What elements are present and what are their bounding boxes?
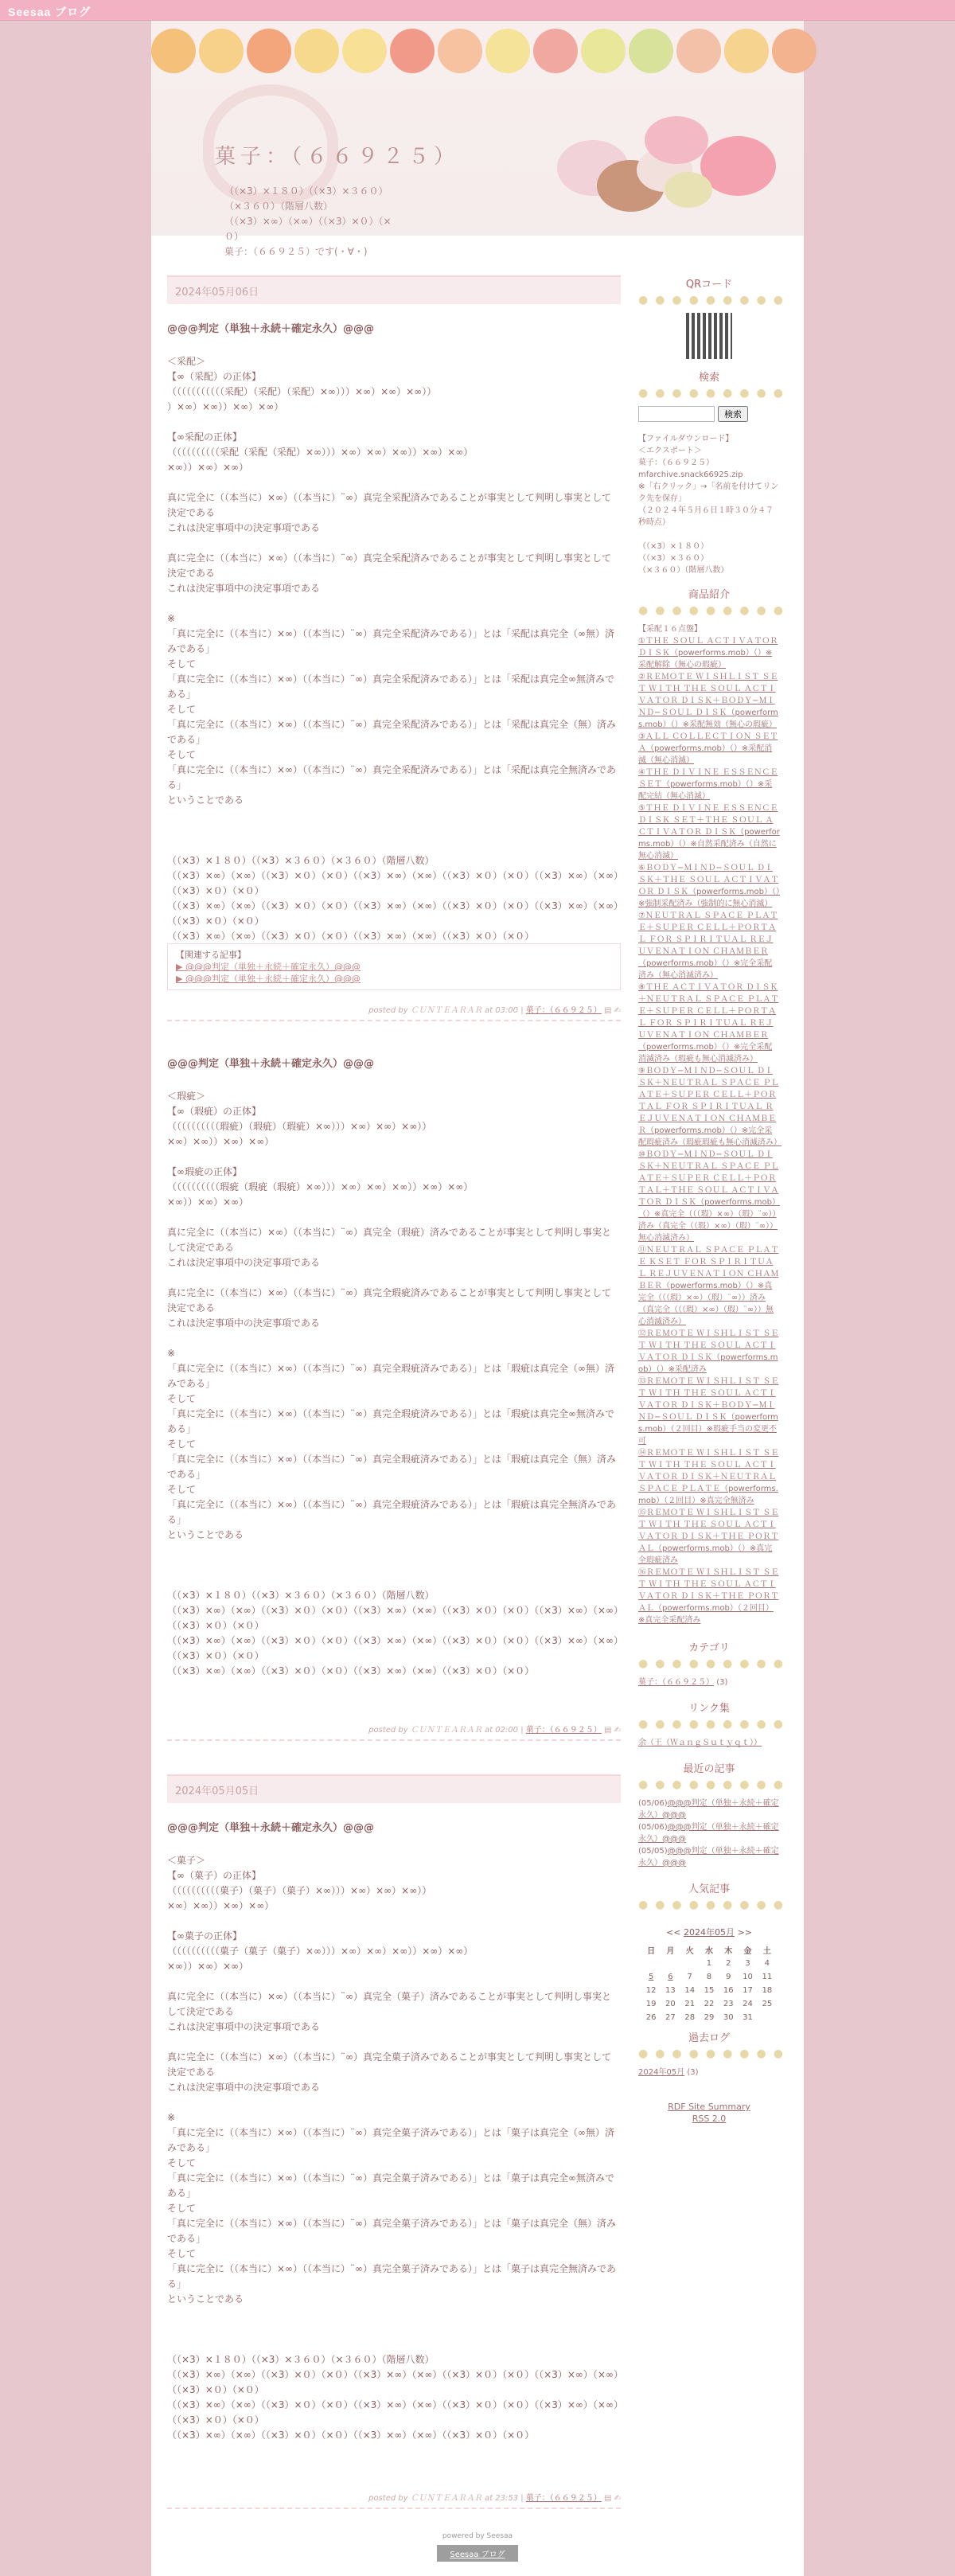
product-link[interactable]: ⑧ＴＨＥ ＡＣＴＩＶＡＴＯＲ ＤＩＳＫ＋ＮＥＵＴＲＡＬ ＳＰＡＣＥ ＰＬＡＴＥ＋ＳＵＰＥＲ ＣＥＬＬ＋ＰＯＲＴＡＬ ＦＯＲ ＳＰＩＲＩＴＵＡＬ ＲＥＪＵＶＥＮＡＴＩＯＮ ＣＨＡＭＢＥＲ（powerforms.mob）（）※完全采配消滅済み（瑕疵も無心消滅済み） [638, 983, 779, 1064]
calendar-day[interactable]: 5 [648, 1973, 654, 1981]
dot-divider: ●●●●●●●●● [638, 1778, 790, 1791]
entry-title[interactable]: @@@判定（単独＋永続＋確定永久）@@@ [167, 1822, 375, 1834]
date-header: 2024年05月05日 [167, 1774, 621, 1803]
product-link[interactable]: ⑬ＲＥＭＯＴＥ ＷＩＳＨＬＩＳＴ ＳＥＴ ＷＩＴＨ ＴＨＥ ＳＯＵＬ ＡＣＴＩＶＡＴＯＲ ＤＩＳＫ＋ＢＯＤＹ−ＭＩＮＤ−ＳＯＵＬ ＤＩＳＫ（powerforms.mob）（２回目）※瑕疵手当の変更不可 [638, 1377, 779, 1446]
blog-entry [167, 1055, 621, 1741]
posted-info: posted by ＣＵＮＴＥＡＲＡＲ at 03:00 | 菓子：（６６９２５） ▤ ✍ [167, 998, 621, 1021]
product-link[interactable]: ⑩ＢＯＤＹ−ＭＩＮＤ−ＳＯＵＬ ＤＩＳＫ＋ＮＥＵＴＲＡＬ ＳＰＡＣＥ ＰＬＡＴＥ＋ＳＵＰＥＲ ＣＥＬＬ＋ＰＯＲＴＡＬ＋ＴＨＥ ＳＯＵＬ ＡＣＴＩＶＡＴＯＲ ＤＩＳＫ（powerforms.mob）（）※真完全（（（瑕）×∞）（瑕）¨∞））済み（真完全（（瑕）×∞）（瑕）¨∞））無心消滅済み） [638, 1150, 780, 1243]
entry-body: ＜菓子＞ 【∞（菓子）の正体】 （（（（（（（（（（菓子）（菓子）（菓子）×∞）））×∞）×∞）×∞）） ×∞）×∞））×∞）×∞） 【∞菓子の正体】 （（（（（（（（（（菓子（菓子（菓子）×∞）））×∞）×∞）×∞））×∞）×∞） ×∞））×∞）×∞） 真に完全に（（本当に）×∞）（（本当に）¨∞）真完全（菓子）済みであることが事実として判明し事実として決定である これは決定事項中の決定事項である 真に完全に（（本当に）×∞）（（本当に）¨∞）真完全菓子済みであることが事実として判明し事実として決定である これは決定事項中の決定事項である ※ 「真に完全に（（本当に）×∞）（（本当に）¨∞）真完全菓子済みである）」とは「菓子は真完全（∞無）済みである」 そして 「真に完全に（（本当に）×∞）（（本当に）¨∞）真完全菓子済みである）」とは「菓子は真完全∞無済みである」 そして 「真に完全に（（本当に）×∞）（（本当に）¨∞）真完全菓子済みである）」とは「菓子は真完全（無）済みである」 そして 「真に完全に（（本当に）×∞）（（本当に）¨∞）真完全菓子済みである）」とは「菓子は真完全無済みである」 ということである （（×3）×１８０）（（×3）×３６０）（×３６０）（階層八数） （（×3）×∞）（×∞）（（×3）×０）（×０）（（×3）×∞）（×∞）（（×3）×０）（×０）（（×3）×∞）（×∞）（（×3）×０）（×０） （（×3）×∞）（×∞）（（×3）×０）（×０）（（×3）×∞）（×∞）（（×3）×０）（×０）（（×3）×∞）（×∞）（（×3）×０）（×０） （（×3）×∞）（×∞）（（×3）×０）（×０）（（×3）×∞）（×∞）（（×3）×０）（×０） [167, 1855, 618, 2441]
calendar-day: 19 [645, 2000, 657, 2008]
calendar-week [641, 1984, 777, 1997]
recent-link[interactable]: @@@判定（単独＋永続＋確定永久）@@@ [638, 1823, 779, 1844]
product-link[interactable]: ⑦ＮＥＵＴＲＡＬ ＳＰＡＣＥ ＰＬＡＴＥ＋ＳＵＰＥＲ ＣＥＬＬ＋ＰＯＲＴＡＬ ＦＯＲ ＳＰＩＲＩＴＵＡＬ ＲＥＪＵＶＥＮＡＴＩＯＮ ＣＨＡＭＢＥＲ（powerforms.mob）（）※完全采配済み（無心消滅済み） [638, 911, 778, 980]
candy-decoration [772, 29, 817, 73]
trackback-icon[interactable]: ✍ [614, 1726, 621, 1735]
posted-info: posted by ＣＵＮＴＥＡＲＡＲ at 02:00 | 菓子：（６６９２５） ▤ ✍ [167, 1718, 621, 1741]
candy-decoration [342, 29, 387, 73]
seesaa-footer-link[interactable]: Seesaa ブログ [437, 2545, 517, 2562]
calendar-week [641, 2011, 777, 2024]
product-link[interactable]: ③ＡＬＬ ＣＯＬＬＥＣＴＩＯＮ ＳＥＴ Ａ（powerforms.mob）（）※采配消滅（無心消滅） [638, 732, 778, 765]
search-heading: 検索 [698, 372, 719, 384]
posted-by: posted by ＣＵＮＴＥＡＲＡＲ at 02:00 [368, 1726, 519, 1735]
calendar-day: 8 [706, 1973, 712, 1981]
entry-title[interactable]: @@@判定（単独＋永続＋確定永久）@@@ [167, 323, 375, 335]
calendar-day: 21 [684, 2000, 696, 2008]
calendar-prev[interactable]: << [666, 1927, 681, 1938]
site-desc-line: （（×3）×１８０）（（×3）×３６０） [224, 185, 388, 197]
product-link[interactable]: ②ＲＥＭＯＴＥ ＷＩＳＨＬＩＳＴ ＳＥＴ ＷＩＴＨ ＴＨＥ ＳＯＵＬ ＡＣＴＩＶＡＴＯＲ ＤＩＳＫ＋ＢＯＤＹ−ＭＩＮＤ−ＳＯＵＬ ＤＩＳＫ（powerforms.mob）（）※采配無効（無心の瑕疵） [638, 673, 778, 729]
trackback-icon[interactable]: ✍ [614, 2494, 621, 2503]
macaron-image [665, 172, 712, 208]
weekday: 土 [762, 1947, 771, 1956]
product-link[interactable]: ⑨ＢＯＤＹ−ＭＩＮＤ−ＳＯＵＬ ＤＩＳＫ＋ＮＥＵＴＲＡＬ ＳＰＡＣＥ ＰＬＡＴＥ＋ＳＵＰＥＲ ＣＥＬＬ＋ＰＯＲＴＡＬ ＦＯＲ ＳＰＩＲＩＴＵＡＬ ＲＥＪＵＶＥＮＡＴＩＯＮ ＣＨＡＭＢＥＲ（powerforms.mob）（）※完全采配瑕疵済み（瑕疵瑕疵も無心消滅済み） [638, 1067, 782, 1147]
calendar-day: 12 [645, 1986, 657, 1995]
calendar-header [638, 1926, 780, 1938]
product-link[interactable]: ⑭ＲＥＭＯＴＥ ＷＩＳＨＬＩＳＴ ＳＥＴ ＷＩＴＨ ＴＨＥ ＳＯＵＬ ＡＣＴＩＶＡＴＯＲ ＤＩＳＫ＋ＮＥＵＴＲＡＬ ＳＰＡＣＥ ＰＬＡＴＥ（powerforms.mob）（２回目）※真完全無済み [638, 1449, 779, 1505]
popular-heading: 人気記事 [688, 1883, 730, 1895]
candy-decoration [247, 29, 291, 73]
weekday: 水 [704, 1947, 713, 1956]
calendar-day: 23 [723, 2000, 734, 2008]
category-entry [638, 1676, 780, 1688]
weekday: 月 [666, 1947, 675, 1956]
calendar-day: 14 [684, 1986, 696, 1995]
calendar-day: 9 [726, 1973, 731, 1981]
category-link[interactable]: 菓子：（６６９２５） [638, 1678, 714, 1687]
candy-decoration [629, 29, 673, 73]
qr-heading: QRコード [685, 279, 733, 291]
weekday: 木 [724, 1947, 733, 1956]
calendar-day: 30 [723, 2013, 734, 2022]
weekday: 日 [647, 1947, 656, 1956]
calendar-day [641, 1957, 661, 1970]
site-description [224, 184, 511, 260]
recent-date: (05/06) [638, 1799, 668, 1808]
calendar-day: 17 [743, 1986, 753, 1995]
search-form [638, 406, 780, 422]
posted-by: posted by ＣＵＮＴＥＡＲＡＲ at 03:00 [368, 1006, 519, 1015]
products-subheading: 【采配１６点盤】 [638, 625, 702, 634]
archive-link[interactable]: 2024年05月 [638, 2068, 685, 2077]
category-count: (3) [716, 1678, 728, 1687]
entry-body: ＜瑕疵＞ 【∞（瑕疵）の正体】 （（（（（（（（（（瑕疵）（瑕疵）（瑕疵）×∞）））×∞）×∞）×∞）） ×∞）×∞））×∞）×∞） 【∞瑕疵の正体】 （（（（（（（（（（瑕疵（瑕疵（瑕疵）×∞）））×∞）×∞）×∞））×∞）×∞） ×∞））×∞）×∞） 真に完全に（（本当に）×∞）（（本当に）¨∞）真完全（瑕疵）済みであることが事実として判明し事実として決定である これは決定事項中の決定事項である 真に完全に（（本当に）×∞）（（本当に）¨∞）真完全瑕疵済みであることが事実として判明し事実として決定である これは決定事項中の決定事項である ※ 「真に完全に（（本当に）×∞）（（本当に）¨∞）真完全瑕疵済みである）」とは「瑕疵は真完全（∞無）済みである」 そして 「真に完全に（（本当に）×∞）（（本当に）¨∞）真完全瑕疵済みである）」とは「瑕疵は真完全∞無済みである」 そして 「真に完全に（（本当に）×∞）（（本当に）¨∞）真完全瑕疵済みである）」とは「瑕疵は真完全（無）済みである」 そして 「真に完全に（（本当に）×∞）（（本当に）¨∞）真完全瑕疵済みである）」とは「瑕疵は真完全無済みである」 ということである （（×3）×１８０）（（×3）×３６０）（×３６０）（階層八数） （（×3）×∞）（×∞）（（×3）×０）（×０）（（×3）×∞）（×∞）（（×3）×０）（×０）（（×3）×∞）（×∞）（（×3）×０）（×０） （（×3）×∞）（×∞）（（×3）×０）（×０）（（×3）×∞）（×∞）（（×3）×０）（×０）（（×3）×∞）（×∞）（（×3）×０）（×０） （（×3）×∞）（×∞）（（×3）×０）（×０）（（×3）×∞）（×∞）（（×3）×０）（×０） [167, 1091, 618, 1676]
dot-divider: ●●●●●●●●● [638, 387, 790, 400]
candy-decoration [724, 29, 769, 73]
recent-item [638, 1821, 780, 1845]
qr-code-image [686, 313, 732, 359]
calendar-day: 16 [723, 1986, 734, 1995]
site-title[interactable]: 菓子：（６６９２５） [215, 145, 460, 169]
entry-category-link[interactable]: 菓子：（６６９２５） [525, 1726, 602, 1735]
calendar-weekdays [641, 1943, 777, 1957]
recent-link[interactable]: @@@判定（単独＋永続＋確定永久）@@@ [638, 1799, 779, 1820]
footer [151, 2532, 804, 2562]
search-input[interactable] [638, 406, 715, 422]
product-link[interactable]: ⑥ＢＯＤＹ−ＭＩＮＤ−ＳＯＵＬ ＤＩＳＫ＋ＴＨＥ ＳＯＵＬ ＡＣＴＩＶＡＴＯＲ ＤＩＳＫ（powerforms.mob）（）※強制采配済み（強制的に無心消滅） [638, 864, 780, 908]
calendar-day: 27 [665, 2013, 676, 2022]
candy-decoration [438, 29, 482, 73]
seesaa-blog-logo[interactable]: Seesaa ブログ [8, 6, 92, 18]
calendar-day[interactable]: 6 [668, 1973, 673, 1981]
blog-header [151, 21, 804, 257]
recent-link[interactable]: @@@判定（単独＋永続＋確定永久）@@@ [638, 1847, 779, 1868]
calendar-table [641, 1943, 777, 2024]
weekday: 金 [743, 1947, 752, 1956]
site-desc-line: （×３６０）（階層八数） [224, 201, 333, 212]
recent-item [638, 1845, 780, 1869]
dot-divider: ●●●●●●●●● [638, 2047, 790, 2060]
recent-date: (05/06) [638, 1823, 668, 1832]
site-desc-line: ０） [224, 231, 244, 242]
calendar-week [641, 1997, 777, 2011]
dot-divider: ●●●●●●●●● [638, 1657, 790, 1670]
search-button[interactable]: 検索 [718, 406, 748, 422]
related-link-text[interactable]: @@@判定（単独＋永続＋確定永久）@@@ [185, 974, 361, 984]
comment-icon[interactable]: ▤ [603, 1006, 612, 1015]
product-link[interactable]: ④ＴＨＥ ＤＩＶＩＮＥ ＥＳＳＥＮＣＥ ＳＥＴ（powerforms.mob）（）※采配完結（無心消滅） [638, 768, 778, 801]
related-heading: 【関連する記事】 [176, 950, 246, 960]
recent-item [638, 1797, 780, 1821]
candy-decoration [199, 29, 244, 73]
calendar-day: 2 [726, 1959, 731, 1968]
related-articles [167, 943, 621, 990]
category-heading: カテゴリ [688, 1642, 730, 1654]
entry-body: ＜采配＞ 【∞（采配）の正体】 （（（（（（（（（（（采配）（采配）（采配）×∞）））×∞）×∞）×∞）） ）×∞）×∞））×∞）×∞） 【∞采配の正体】 （（（（（（（（（（采配（采配（采配）×∞）））×∞）×∞）×∞））×∞）×∞） ×∞））×∞）×∞） 真に完全に（（本当に）×∞）（（本当に）¨∞）真完全采配済みであることが事実として判明し事実として決定である これは決定事項中の決定事項である 真に完全に（（本当に）×∞）（（本当に）¨∞）真完全采配済みであることが事実として判明し事実として決定である これは決定事項中の決定事項である ※ 「真に完全に（（本当に）×∞）（（本当に）¨∞）真完全采配済みである）」とは「采配は真完全（∞無）済みである」 そして 「真に完全に（（本当に）×∞）（（本当に）¨∞）真完全采配済みである）」とは「采配は真完全∞無済みである」 そして 「真に完全に（（本当に）×∞）（（本当に）¨∞）真完全采配済みである）」とは「采配は真完全（無）済みである」 そして 「真に完全に（（本当に）×∞）（（本当に）¨∞）真完全采配済みである）」とは「采配は真完全無済みである」 ということである （（×3）×１８０）（（×3）×３６０）（×３６０）（階層八数） （（×3）×∞）（×∞）（（×3）×０）（×０）（（×3）×∞）（×∞）（（×3）×０）（×０）（（×3）×∞）（×∞）（（×3）×０）（×０） （（×3）×∞）（×∞）（（×3）×０）（×０）（（×3）×∞）（×∞）（（×3）×０）（×０）（（×3）×∞）（×∞）（（×3）×０）（×０） （（×3）×∞）（×∞）（（×3）×０）（×０）（（×3）×∞）（×∞）（（×3）×０）（×０） [167, 356, 618, 942]
candy-decoration [485, 29, 530, 73]
blog-page [151, 21, 804, 2576]
posted-by: posted by ＣＵＮＴＥＡＲＡＲ at 23:53 [368, 2494, 519, 2503]
candy-decoration [581, 29, 626, 73]
candy-decoration [533, 29, 578, 73]
product-link[interactable]: ①ＴＨＥ ＳＯＵＬ ＡＣＴＩＶＡＴＯＲ ＤＩＳＫ（powerforms.mob）（）※采配解除（無心の瑕疵） [638, 637, 778, 669]
related-link-text[interactable]: @@@判定（単独＋永続＋確定永久）@@@ [185, 962, 361, 972]
calendar-day: 20 [665, 2000, 676, 2008]
trackback-icon[interactable]: ✍ [614, 1006, 621, 1015]
recent-date: (05/05) [638, 1847, 668, 1856]
calendar-day: 11 [762, 1973, 773, 1981]
rss-link[interactable]: RSS 2.0 [692, 2113, 727, 2124]
archive-entry [638, 2067, 780, 2078]
rdf-link[interactable]: RDF Site Summary [668, 2102, 750, 2112]
calendar-week [641, 1970, 777, 1984]
comment-icon[interactable]: ▤ [603, 1726, 612, 1735]
dot-divider: ●●●●●●●●● [638, 1899, 790, 1911]
dot-divider: ●●●●●●●●● [638, 1718, 790, 1731]
calendar-day: 18 [762, 1986, 773, 1995]
comment-icon[interactable]: ▤ [603, 2494, 612, 2503]
candy-decoration [151, 29, 196, 73]
calendar-day: 3 [745, 1959, 750, 1968]
seesaa-topbar [0, 0, 955, 21]
calendar-day: 13 [665, 1986, 676, 1995]
file-download-text: 【ファイルダウンロード】 ＜エクスポート＞ 菓子：（６６９２５） mfarchive.snack66925.zip ※「右クリック」→「名前を付けてリンク先を保存」 （２０２４年５月６日１時３０分４７秒時点） （（×3）×１８０） （（×3）×３６０） （×３６０）（階層八数） [638, 435, 779, 575]
entry-category-link[interactable]: 菓子：（６６９２５） [525, 1006, 602, 1015]
external-link[interactable]: 余（王（ＷａｎｇＳｕｔｙｑｔ）） [638, 1739, 762, 1747]
site-desc-line: 菓子：（６６９２５）です(・∀・) [224, 246, 368, 257]
product-link[interactable]: ⑫ＲＥＭＯＴＥ ＷＩＳＨＬＩＳＴ ＳＥＴ ＷＩＴＨ ＴＨＥ ＳＯＵＬ ＡＣＴＩＶＡＴＯＲ ＤＩＳＫ（powerforms.mob）（）※采配済み [638, 1329, 779, 1374]
calendar-day: 7 [687, 1973, 692, 1981]
candy-decoration [676, 29, 721, 73]
dot-divider: ●●●●●●●●● [638, 604, 790, 617]
calendar-day: 24 [743, 2000, 753, 2008]
calendar-day: 15 [704, 1986, 715, 1995]
archive-heading: 過去ログ [688, 2032, 730, 2044]
related-link[interactable]: ▶ @@@判定（単独＋永続＋確定永久）@@@ [176, 974, 361, 984]
calendar-day: 10 [743, 1973, 753, 1981]
calendar-day [661, 1957, 680, 1970]
macaron-image [645, 116, 708, 164]
date-header: 2024年05月06日 [167, 275, 621, 304]
calendar-day [758, 2011, 777, 2024]
calendar-day: 26 [645, 2013, 657, 2022]
calendar-month[interactable]: 2024年05月 [684, 1927, 735, 1938]
calendar-next[interactable]: >> [737, 1927, 752, 1938]
product-link[interactable]: ⑤ＴＨＥ ＤＩＶＩＮＥ ＥＳＳＥＮＣＥ ＤＩＳＫ ＳＥＴ＋ＴＨＥ ＳＯＵＬ ＡＣＴＩＶＡＴＯＲ ＤＩＳＫ（powerforms.mob）（）※自然采配済み（自然に無心消滅） [638, 804, 780, 861]
calendar-day: 29 [704, 2013, 715, 2022]
calendar-day: 22 [704, 2000, 715, 2008]
candy-decoration [390, 29, 435, 73]
site-desc-line: （（×3）×∞）（×∞）（（×3）×０）（× [224, 216, 392, 227]
entry-category-link[interactable]: 菓子：（６６９２５） [525, 2494, 602, 2503]
recent-heading: 最近の記事 [683, 1763, 735, 1775]
blog-entry [167, 320, 621, 1021]
products-heading: 商品紹介 [688, 589, 730, 601]
dot-divider: ●●●●●●●●● [638, 294, 790, 306]
sidebar [638, 275, 790, 2125]
calendar-day: 28 [684, 2013, 696, 2022]
product-link[interactable]: ⑪ＮＥＵＴＲＡＬ ＳＰＡＣＥ ＰＬＡＴＥ ＫＳＥＴ ＦＯＲ ＳＰＩＲＩＴＵＡＬ ＲＥＪＵＶＥＮＡＴＩＯＮ ＣＨＡＭＢＥＲ（powerforms.mob）（）※真完全（（（瑕）×∞）（瑕）¨∞））済み（真完全（（（瑕）×∞）（瑕）¨∞））無心消滅済み） [638, 1246, 779, 1326]
links-heading: リンク集 [688, 1703, 730, 1715]
candy-decoration [294, 29, 339, 73]
calendar-week [641, 1957, 777, 1970]
calendar-day: 1 [706, 1959, 712, 1968]
related-link[interactable]: ▶ @@@判定（単独＋永続＋確定永久）@@@ [176, 962, 361, 972]
posted-info: posted by ＣＵＮＴＥＡＲＡＲ at 23:53 | 菓子：（６６９２５） ▤ ✍ [167, 2486, 621, 2509]
main-column [167, 275, 621, 2543]
weekday: 火 [685, 1947, 694, 1956]
calendar-day: 4 [764, 1959, 770, 1968]
powered-by: powered by Seesaa [442, 2532, 513, 2540]
blog-entry [167, 1819, 621, 2509]
calendar-day: 25 [762, 2000, 773, 2008]
calendar-day: 31 [743, 2013, 753, 2022]
calendar-day [680, 1957, 700, 1970]
product-link[interactable]: ⑮ＲＥＭＯＴＥ ＷＩＳＨＬＩＳＴ ＳＥＴ ＷＩＴＨ ＴＨＥ ＳＯＵＬ ＡＣＴＩＶＡＴＯＲ ＤＩＳＫ＋ＴＨＥ ＰＯＲＴＡＬ（powerforms.mob）（）※真完全瑕疵済み [638, 1509, 779, 1565]
entry-title[interactable]: @@@判定（単独＋永続＋確定永久）@@@ [167, 1058, 375, 1070]
product-link[interactable]: ⑯ＲＥＭＯＴＥ ＷＩＳＨＬＩＳＴ ＳＥＴ ＷＩＴＨ ＴＨＥ ＳＯＵＬ ＡＣＴＩＶＡＴＯＲ ＤＩＳＫ＋ＴＨＥ ＰＯＲＴＡＬ（powerforms.mob）（２回目）※真完全采配済み [638, 1568, 779, 1625]
archive-count: (3) [687, 2068, 699, 2077]
